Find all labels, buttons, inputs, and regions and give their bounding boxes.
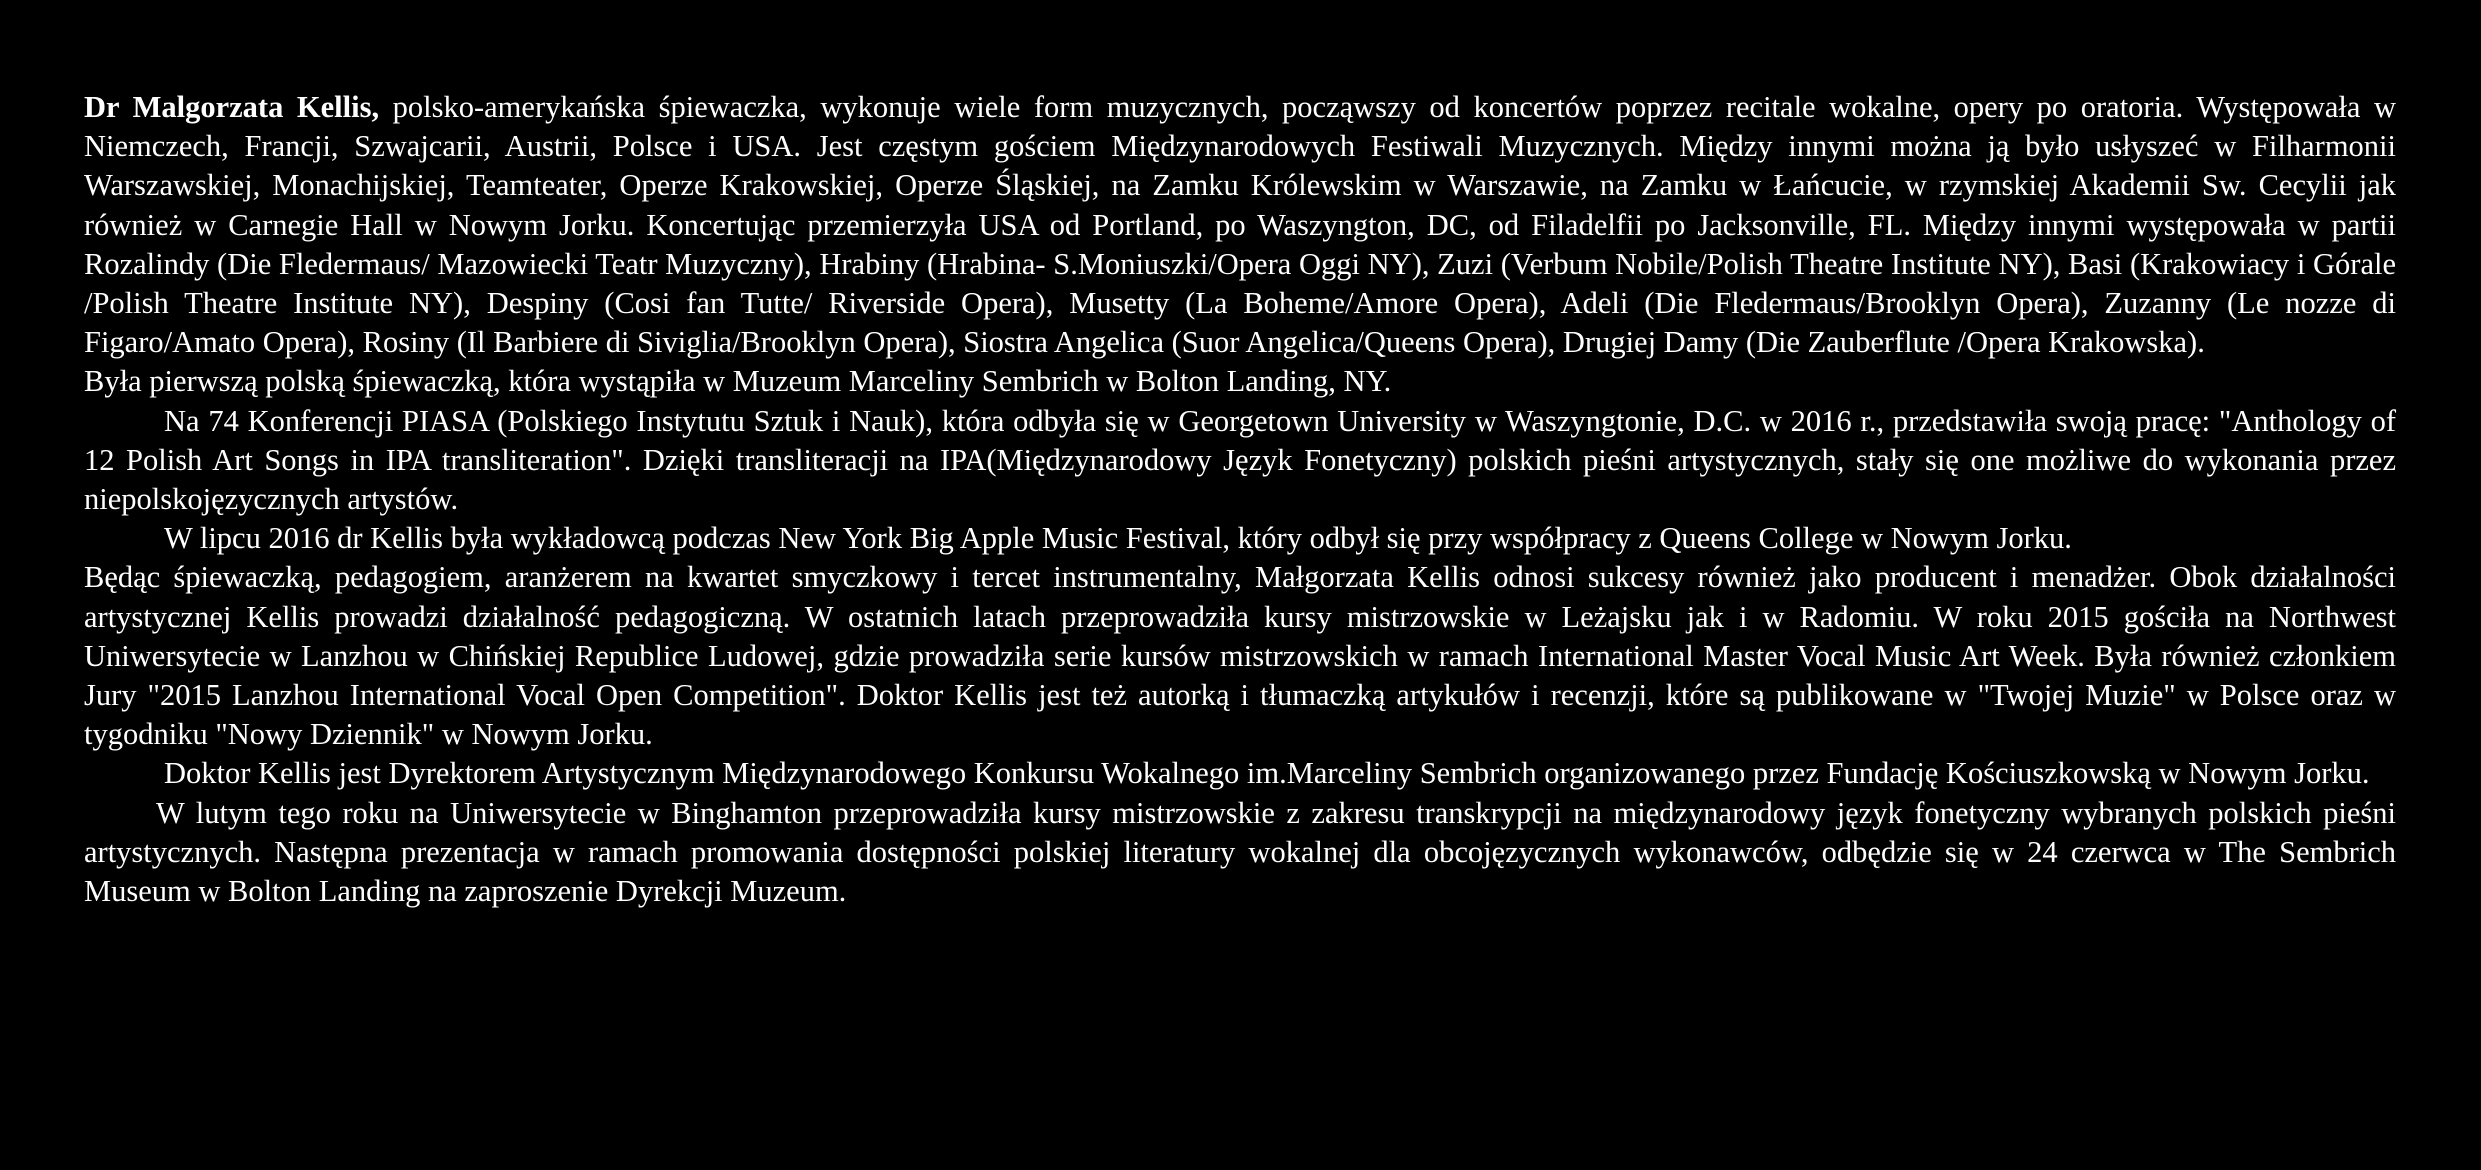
bio-paragraph-sembrich-museum: Była pierwszą polską śpiewaczką, która wystąpiła w Muzeum Marceliny Sembrich w Bolton Landing, NY. — [84, 364, 1392, 399]
bio-paragraph-director: Doktor Kellis jest Dyrektorem Artystycznym Międzynarodowego Konkursu Wokalnego im.Marceliny Sembrich organizowanego przez Fundację Kościuszkowską w Nowym Jorku. — [164, 756, 2370, 791]
bio-paragraph-binghamton: W lutym tego roku na Uniwersytecie w Binghamton przeprowadziła kursy mistrzowskie z zakresu transkrypcji na międzynarodowy język fonetyczny wybranych polskich pieśni artystycznych. Następna prezentacja w ramach promowania dostępności polskiej literatury wokalnej dla obcojęzycznych wykonawców, odbędzie się w 24 czerwca w The Sembrich Museum w Bolton Landing na zaproszenie Dyrekcji Muzeum. — [84, 795, 2396, 909]
bio-paragraph-big-apple: W lipcu 2016 dr Kellis była wykładowcą podczas New York Big Apple Music Festival, który odbył się przy współpracy z Queens College w Nowym Jorku. — [164, 521, 2072, 556]
intro-text: polsko-amerykańska śpiewaczka, wykonuje wiele form muzycznych, począwszy od koncertów poprzez recitale wokalne, opery po oratoria. Występowała w Niemczech, Francji, Szwajcarii, Austrii, Polsce i USA. Jest częstym gościem Międzynarodowych Festiwali Muzycznych. Między innymi można ją było usłyszeć w Filharmonii Warszawskiej, Monachijskiej, Teamteater, Operze Krakowskiej, Operze Śląskiej, na Zamku Królewskim w Warszawie, na Zamku w Łańcucie, w rzymskiej Akademii Sw. Cecylii jak również w Carnegie Hall w Nowym Jorku. Koncertując przemierzyła USA od Portland, po Waszyngton, DC, od Filadelfii po Jacksonville, FL. Między innymi występowała w partii Rozalindy (Die Fledermaus/ Mazowiecki Teatr Muzyczny), Hrabiny (Hrabina- S.Moniuszki/Opera Oggi NY), Zuzi (Verbum Nobile/Polish Theatre Institute NY), Basi (Krakowiacy i Górale /Polish Theatre Institute NY), Despiny (Cosi fan Tutte/ Riverside Opera), Musetty (La Boheme/Amore Opera), Adeli (Die Fledermaus/Brooklyn Opera), Zuzanny (Le nozze di Figaro/Amato Opera), Rosiny (Il Barbiere di Siviglia/Brooklyn Opera), Siostra Angelica (Suor Angelica/Queens Opera), Drugiej Damy (Die Zauberflute /Opera Krakowska). — [84, 90, 2396, 360]
biography-text — [84, 88, 2396, 911]
bio-paragraph-piasa: Na 74 Konferencji PIASA (Polskiego Instytutu Sztuk i Nauk), która odbyła się w Georgetown University w Waszyngtonie, D.C. w 2016 r., przedstawiła swoją pracę: "Anthology of 12 Polish Art Songs in IPA transliteration". Dzięki transliteracji na IPA(Międzynarodowy Język Fonetyczny) polskich pieśni artystycznych, stały się one możliwe do wykonania przez niepolskojęzycznych artystów. — [84, 403, 2396, 517]
artist-name: Dr Malgorzata Kellis, — [84, 90, 380, 124]
bio-paragraph-pedagogy: Będąc śpiewaczką, pedagogiem, aranżerem na kwartet smyczkowy i tercet instrumentalny, Małgorzata Kellis odnosi sukcesy również jako producent i menadżer. Obok działalności artystycznej Kellis prowadzi działalność pedagogiczną. W ostatnich latach przeprowadziła kursy mistrzowskie w Leżajsku jak i w Radomiu. W roku 2015 gościła na Northwest Uniwersytecie w Lanzhou w Chińskiej Republice Ludowej, gdzie prowadziła serie kursów mistrzowskich w ramach International Master Vocal Music Art Week. Była również członkiem Jury "2015 Lanzhou International Vocal Open Competition". Doktor Kellis jest też autorką i tłumaczką artykułów i recenzji, które są publikowane w "Twojej Muzie" w Polsce oraz w tygodniku "Nowy Dziennik" w Nowym Jorku. — [84, 560, 2396, 752]
bio-paragraph-intro — [84, 88, 2396, 362]
